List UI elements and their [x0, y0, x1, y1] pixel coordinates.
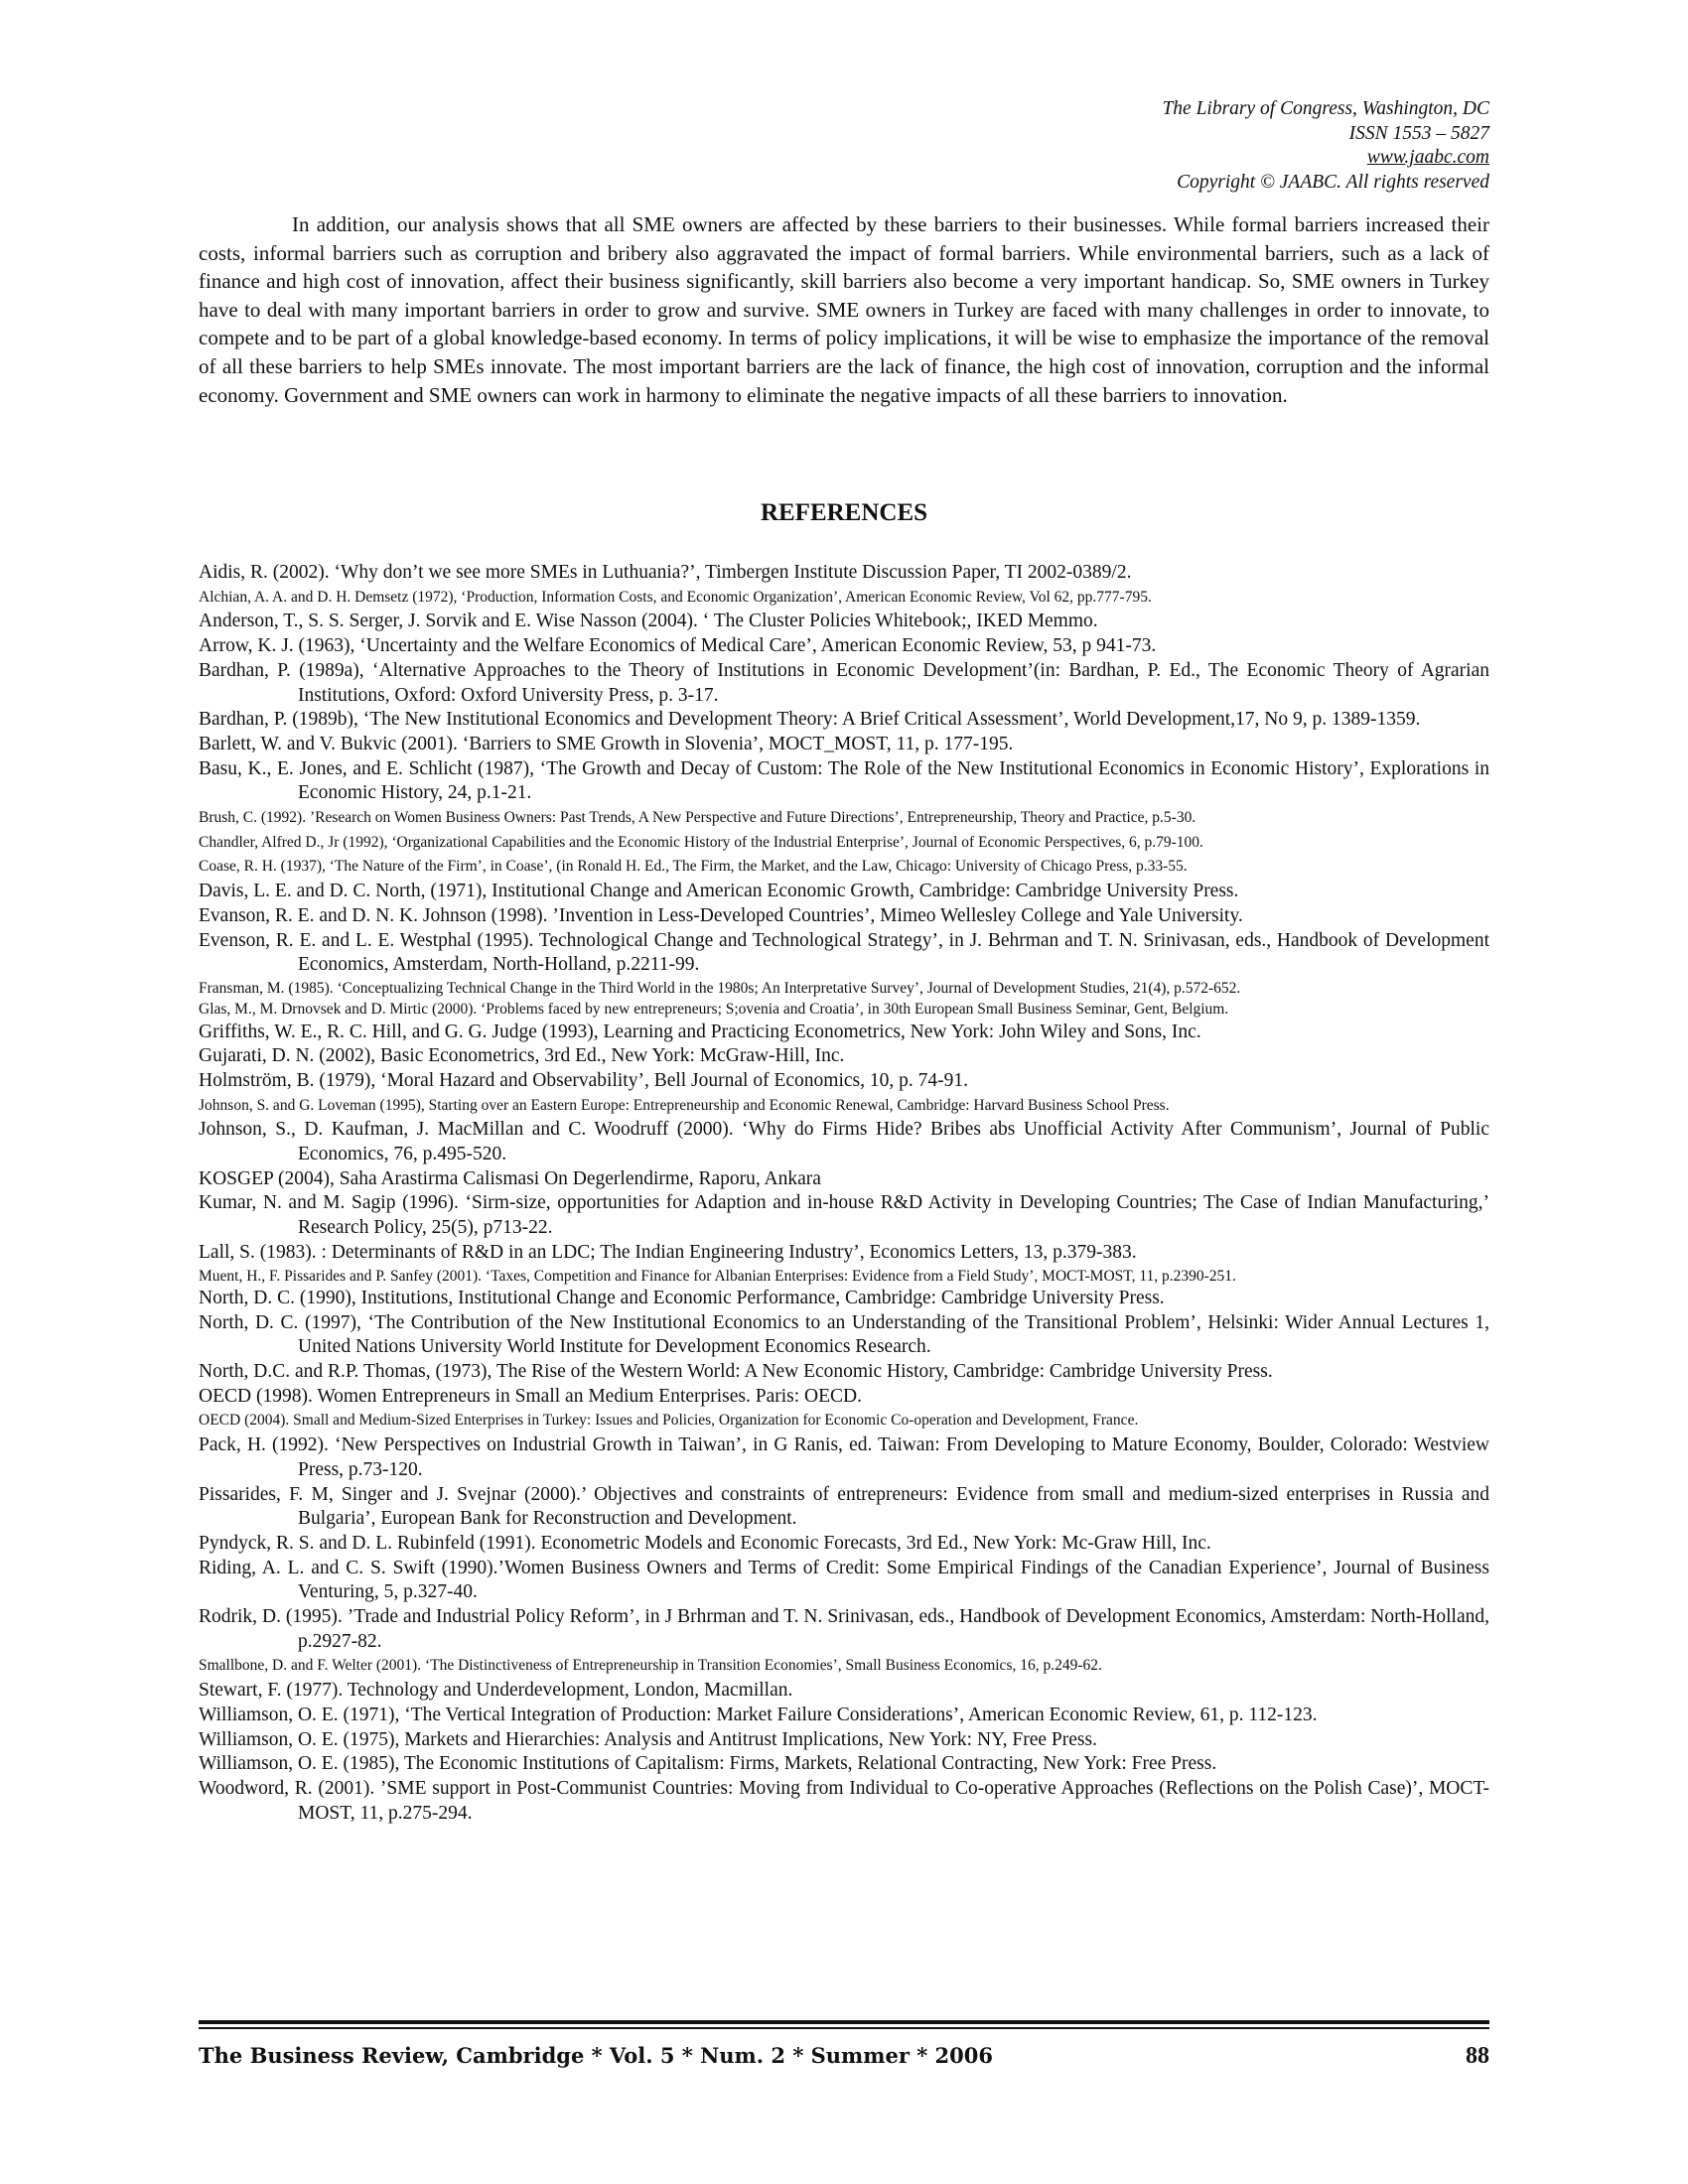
reference-item: Basu, K., E. Jones, and E. Schlicht (1987), ‘The Growth and Decay of Custom: The Role of the New Institutional Economics in Economic History’, Explorations in Economic History, 24, p.1-21.	[199, 757, 1489, 804]
reference-item: Bardhan, P. (1989b), ‘The New Institutional Economics and Development Theory: A Brief Critical Assessment’, World Development,17, No 9, p. 1389-1359.	[199, 709, 1421, 731]
header-website-link[interactable]: www.jaabc.com	[1366, 147, 1489, 168]
reference-item: Pack, H. (1992). ‘New Perspectives on Industrial Growth in Taiwan’, in G Ranis, ed. Taiwan: From Developing to Mature Economy, Boulder, Colorado: Westview Press, p.73-120.	[199, 1434, 1489, 1480]
conclusion-paragraph: In addition, our analysis shows that all SME owners are affected by these barriers to their businesses. While formal barriers increased their costs, informal barriers such as corruption and bribery also aggravated the impact of formal barriers. While environmental barriers, such as a lack of finance and high cost of innovation, affect their business significantly, skill barriers also become a very important handicap. So, SME owners in Turkey have to deal with many important barriers in order to grow and survive. SME owners in Turkey are faced with many challenges in order to innovate, to compete and to be part of a global knowledge-based economy. In terms of policy implications, it will be wise to emphasize the importance of the removal of all these barriers to help SMEs innovate. The most important barriers are the lack of finance, the high cost of innovation, corruption and the informal economy. Government and SME owners can work in harmony to eliminate the negative impacts of all these barriers to innovation.	[199, 212, 1489, 407]
reference-item: Williamson, O. E. (1985), The Economic Institutions of Capitalism: Firms, Markets, Relational Contracting, New York: Free Press.	[199, 1753, 1217, 1775]
reference-item: Pyndyck, R. S. and D. L. Rubinfeld (1991). Econometric Models and Economic Forecasts, 3rd Ed., New York: Mc-Graw Hill, Inc.	[199, 1532, 1211, 1554]
reference-item: Evanson, R. E. and D. N. K. Johnson (1998). ’Invention in Less-Developed Countries’, Mimeo Wellesley College and Yale University.	[199, 904, 1243, 926]
reference-item: Davis, L. E. and D. C. North, (1971), Institutional Change and American Economic Growth, Cambridge: Cambridge University Press.	[199, 881, 1239, 902]
reference-item: North, D. C. (1997), ‘The Contribution of the New Institutional Economics to an Understanding of the Transitional Problem’, Helsinki: Wider Annual Lectures 1, United Nations University World Institute for Development Economics Research.	[199, 1311, 1489, 1358]
reference-item: Lall, S. (1983). : Determinants of R&D in an LDC; The Indian Engineering Industry’, Economics Letters, 13, p.379-383.	[199, 1241, 1137, 1263]
page-footer	[199, 2043, 1489, 2068]
footer-journal-citation: The Business Review, Cambridge * Vol. 5 * Num. 2 * Summer * 2006	[199, 2043, 993, 2068]
reference-item: Arrow, K. J. (1963), ‘Uncertainty and the Welfare Economics of Medical Care’, American Economic Review, 53, p 941-73.	[199, 635, 1157, 657]
reference-item: Woodword, R. (2001). ’SME support in Post-Communist Countries: Moving from Individual to Co-operative Approaches (Reflections on the Polish Case)’, MOCT-MOST, 11, p.275-294.	[199, 1777, 1489, 1824]
reference-item: Chandler, Alfred D., Jr (1992), ‘Organizational Capabilities and the Economic History of the Industrial Enterprise’, Journal of Economic Perspectives, 6, p.79-100.	[199, 833, 1203, 851]
reference-item: North, D. C. (1990), Institutions, Institutional Change and Economic Performance, Cambridge: Cambridge University Press.	[199, 1287, 1165, 1308]
footer-rule-thin	[199, 2027, 1489, 2029]
reference-item: Brush, C. (1992). ’Research on Women Business Owners: Past Trends, A New Perspective and Future Directions’, Entrepreneurship, Theory and Practice, p.5-30.	[199, 809, 1196, 827]
reference-item: Fransman, M. (1985). ‘Conceptualizing Technical Change in the Third World in the 1980s; An Interpretative Survey’, Journal of Development Studies, 21(4), p.572-652.	[199, 979, 1241, 997]
reference-item: OECD (1998). Women Entrepreneurs in Small an Medium Enterprises. Paris: OECD.	[199, 1385, 862, 1407]
reference-item: Gujarati, D. N. (2002), Basic Econometrics, 3rd Ed., New York: McGraw-Hill, Inc.	[199, 1045, 845, 1067]
reference-item: Holmström, B. (1979), ‘Moral Hazard and Observability’, Bell Journal of Economics, 10, p. 74-91.	[199, 1069, 968, 1091]
references-heading: REFERENCES	[760, 499, 928, 526]
page-number: 88	[1466, 2043, 1489, 2069]
reference-item: KOSGEP (2004), Saha Arastirma Calismasi On Degerlendirme, Raporu, Ankara	[199, 1167, 821, 1189]
reference-item: Kumar, N. and M. Sagip (1996). ‘Sirm-size, opportunities for Adaption and in-house R&D Activity in Developing Countries; The Case of Indian Manufacturing,’ Research Policy, 25(5), p713-22.	[199, 1192, 1489, 1239]
reference-item: Stewart, F. (1977). Technology and Underdevelopment, London, Macmillan.	[199, 1680, 793, 1702]
reference-item: OECD (2004). Small and Medium-Sized Enterprises in Turkey: Issues and Policies, Organization for Economic Co-operation and Development, France.	[199, 1412, 1139, 1430]
reference-item: Anderson, T., S. S. Serger, J. Sorvik and E. Wise Nasson (2004). ‘ The Cluster Policies Whitebook;, IKED Memmo.	[199, 611, 1098, 632]
footer-rule-thick	[199, 2020, 1489, 2024]
header-publisher: The Library of Congress, Washington, DC	[1162, 98, 1489, 119]
reference-item: Pissarides, F. M, Singer and J. Svejnar (2000).’ Objectives and constraints of entrepreneurs: Evidence from small and medium-sized enterprises in Russia and Bulgaria’, European Bank for Reconstruction and Development.	[199, 1483, 1489, 1530]
reference-item: Rodrik, D. (1995). ’Trade and Industrial Policy Reform’, in J Brhrman and T. N. Srinivasan, eds., Handbook of Development Economics, Amsterdam: North-Holland, p.2927-82.	[199, 1606, 1489, 1652]
reference-item: Riding, A. L. and C. S. Swift (1990).’Women Business Owners and Terms of Credit: Some Empirical Findings of the Canadian Experience’, Journal of Business Venturing, 5, p.327-40.	[199, 1557, 1489, 1603]
reference-item: Coase, R. H. (1937), ‘The Nature of the Firm’, in Coase’, (in Ronald H. Ed., The Firm, the Market, and the Law, Chicago: University of Chicago Press, p.33-55.	[199, 858, 1188, 876]
reference-item: Johnson, S., D. Kaufman, J. MacMillan and C. Woodruff (2000). ‘Why do Firms Hide? Bribes abs Unofficial Activity After Communism’, Journal of Public Economics, 76, p.495-520.	[199, 1119, 1489, 1165]
header-copyright: Copyright © JAABC. All rights reserved	[1177, 171, 1489, 193]
reference-item: Barlett, W. and V. Bukvic (2001). ‘Barriers to SME Growth in Slovenia’, MOCT_MOST, 11, p. 177-195.	[199, 733, 1014, 754]
reference-item: North, D.C. and R.P. Thomas, (1973), The Rise of the Western World: A New Economic History, Cambridge: Cambridge University Press.	[199, 1360, 1273, 1382]
reference-item: Glas, M., M. Drnovsek and D. Mirtic (2000). ‘Problems faced by new entrepreneurs; S;ovenia and Croatia’, in 30th European Small Business Seminar, Gent, Belgium.	[199, 1001, 1229, 1019]
reference-item: Alchian, A. A. and D. H. Demsetz (1972), ‘Production, Information Costs, and Economic Organization’, American Economic Review, Vol 62, pp.777-795.	[199, 588, 1152, 606]
reference-item: Griffiths, W. E., R. C. Hill, and G. G. Judge (1993), Learning and Practicing Econometrics, New York: John Wiley and Sons, Inc.	[199, 1021, 1201, 1042]
reference-item: Muent, H., F. Pissarides and P. Sanfey (2001). ‘Taxes, Competition and Finance for Albanian Enterprises: Evidence from a Field Study’, MOCT-MOST, 11, p.2390-251.	[199, 1267, 1236, 1285]
reference-item: Evenson, R. E. and L. E. Westphal (1995). Technological Change and Technological Strategy’, in J. Behrman and T. N. Srinivasan, eds., Handbook of Development Economics, Amsterdam, North-Holland, p.2211-99.	[199, 929, 1489, 976]
reference-item: Williamson, O. E. (1975), Markets and Hierarchies: Analysis and Antitrust Implications, New York: NY, Free Press.	[199, 1728, 1097, 1750]
page-header	[1162, 97, 1489, 195]
header-issn: ISSN 1553 – 5827	[1348, 122, 1489, 144]
references-list	[199, 561, 1489, 1826]
reference-item: Johnson, S. and G. Loveman (1995), Starting over an Eastern Europe: Entrepreneurship and Economic Renewal, Cambridge: Harvard Business School Press.	[199, 1096, 1170, 1114]
reference-item: Bardhan, P. (1989a), ‘Alternative Approaches to the Theory of Institutions in Economic Development’(in: Bardhan, P. Ed., The Economic Theory of Agrarian Institutions, Oxford: Oxford University Press, p. 3-17.	[199, 659, 1489, 706]
reference-item: Aidis, R. (2002). ‘Why don’t we see more SMEs in Luthuania?’, Timbergen Institute Discussion Paper, TI 2002-0389/2.	[199, 562, 1132, 583]
reference-item: Williamson, O. E. (1971), ‘The Vertical Integration of Production: Market Failure Considerations’, American Economic Review, 61, p. 112-123.	[199, 1704, 1318, 1725]
reference-item: Smallbone, D. and F. Welter (2001). ‘The Distinctiveness of Entrepreneurship in Transition Economies’, Small Business Economics, 16, p.249-62.	[199, 1657, 1102, 1675]
